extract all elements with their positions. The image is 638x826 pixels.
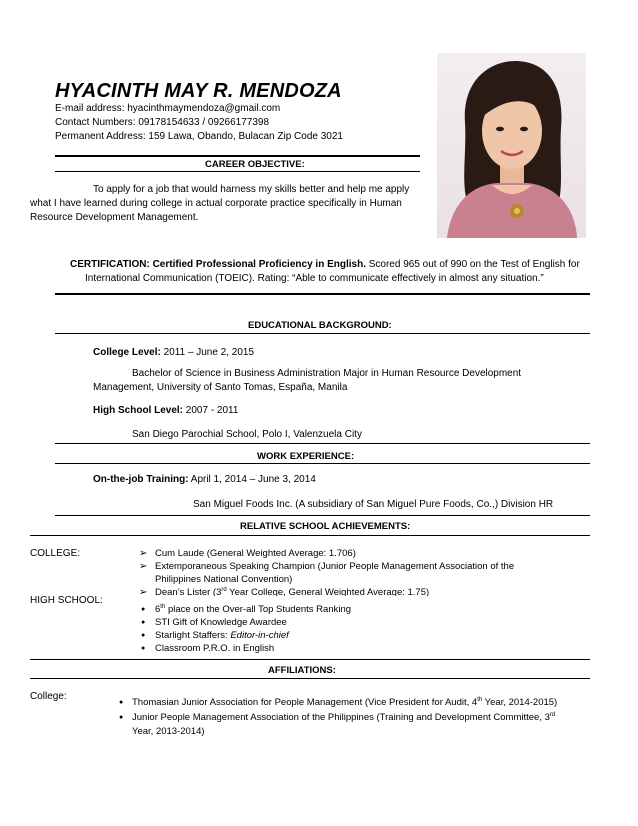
- list-item: ➢ Extemporaneous Speaking Champion (Junior People Management Association of the: [139, 560, 559, 573]
- career-line-3: Resource Development Management.: [30, 212, 199, 223]
- portrait-illustration: [437, 53, 586, 238]
- high-school-dates: 2007 - 2011: [183, 405, 239, 416]
- achievements-heading: RELATIVE SCHOOL ACHIEVEMENTS:: [240, 521, 411, 532]
- divider-header: [55, 155, 420, 157]
- high-school-label: High School Level:: [93, 405, 184, 416]
- list-item: ➢ Dean’s Lister (3rd Year College, General Weighted Average: 1.75): [139, 586, 559, 596]
- divider-achievements-top: [55, 515, 590, 516]
- list-item: ● Junior People Management Association of the Philippines (Training and Development Committee, 3rd Year, 2013-2014): [117, 711, 587, 739]
- college-achievements-list: [139, 547, 559, 596]
- high-school-level: [93, 404, 238, 418]
- certification-label: CERTIFICATION: Certified Professional Proficiency in English.: [70, 259, 366, 270]
- ojt-dates: April 1, 2014 – June 3, 2014: [188, 474, 316, 485]
- affiliations-college-label: College:: [30, 691, 67, 702]
- college-level: [93, 346, 254, 360]
- certification-line-2: International Communication (TOEIC). Rating: “Able to communicate effectively in almost any situation.”: [85, 273, 544, 284]
- college-level-label: College Level:: [93, 347, 161, 358]
- divider-career: [55, 171, 420, 172]
- work-heading: WORK EXPERIENCE:: [257, 451, 355, 462]
- email-line: E-mail address: hyacinthmaymendoza@gmail.com: [55, 103, 281, 114]
- divider-achievements: [30, 535, 590, 536]
- divider-affiliations-top: [30, 659, 590, 660]
- achievements-high-school-label: HIGH SCHOOL:: [30, 595, 103, 606]
- divider-work-top: [55, 443, 590, 444]
- education-heading: EDUCATIONAL BACKGROUND:: [248, 320, 392, 331]
- career-line-1: To apply for a job that would harness my skills better and help me apply: [93, 184, 410, 195]
- affiliations-heading: AFFILIATIONS:: [268, 665, 336, 676]
- ojt-line: [93, 473, 316, 487]
- career-heading: CAREER OBJECTIVE:: [205, 159, 305, 170]
- profile-photo: [437, 53, 586, 238]
- list-item: ● Starlight Staffers: Editor-in-chief: [139, 629, 559, 642]
- ojt-label: On-the-job Training:: [93, 474, 189, 485]
- high-school-name: San Diego Parochial School, Polo I, Valenzuela City: [132, 429, 362, 440]
- high-school-achievements-list: [139, 603, 559, 655]
- list-item: ● STI Gift of Knowledge Awardee: [139, 616, 559, 629]
- career-line-2: what I have learned during college in actual corporate practice specifically in Human: [30, 198, 402, 209]
- college-level-dates: 2011 – June 2, 2015: [160, 347, 255, 358]
- college-degree-line-2: Management, University of Santo Tomas, España, Manila: [93, 382, 348, 393]
- list-item: ● Classroom P.R.O. in English: [139, 642, 559, 655]
- certification-line-1: [70, 258, 590, 272]
- college-degree-line-1: Bachelor of Science in Business Administration Major in Human Resource Development: [132, 368, 522, 379]
- divider-education: [55, 333, 590, 334]
- list-item: ➢ Cum Laude (General Weighted Average: 1.706): [139, 547, 559, 560]
- list-item: Philippines National Convention): [155, 574, 293, 585]
- divider-work: [55, 463, 590, 464]
- list-item: ● Thomasian Junior Association for People Management (Vice President for Audit, 4th Year, 2014-2015): [117, 696, 587, 710]
- affiliations-list: [117, 696, 587, 739]
- divider-affiliations: [30, 678, 590, 679]
- ojt-company: San Miguel Foods Inc. (A subsidiary of San Miguel Pure Foods, Co.,) Division HR: [193, 499, 554, 510]
- list-item: ● 6th place on the Over-all Top Students Ranking: [139, 603, 559, 616]
- contact-line: Contact Numbers: 09178154633 / 09266177398: [55, 117, 270, 128]
- divider-certification: [55, 293, 590, 295]
- certification-score: Scored 965 out of 990 on the Test of English for: [365, 259, 580, 270]
- resume-name: HYACINTH MAY R. MENDOZA: [55, 80, 342, 102]
- achievements-college-label: COLLEGE:: [30, 548, 81, 559]
- address-line: Permanent Address: 159 Lawa, Obando, Bulacan Zip Code 3021: [55, 131, 343, 142]
